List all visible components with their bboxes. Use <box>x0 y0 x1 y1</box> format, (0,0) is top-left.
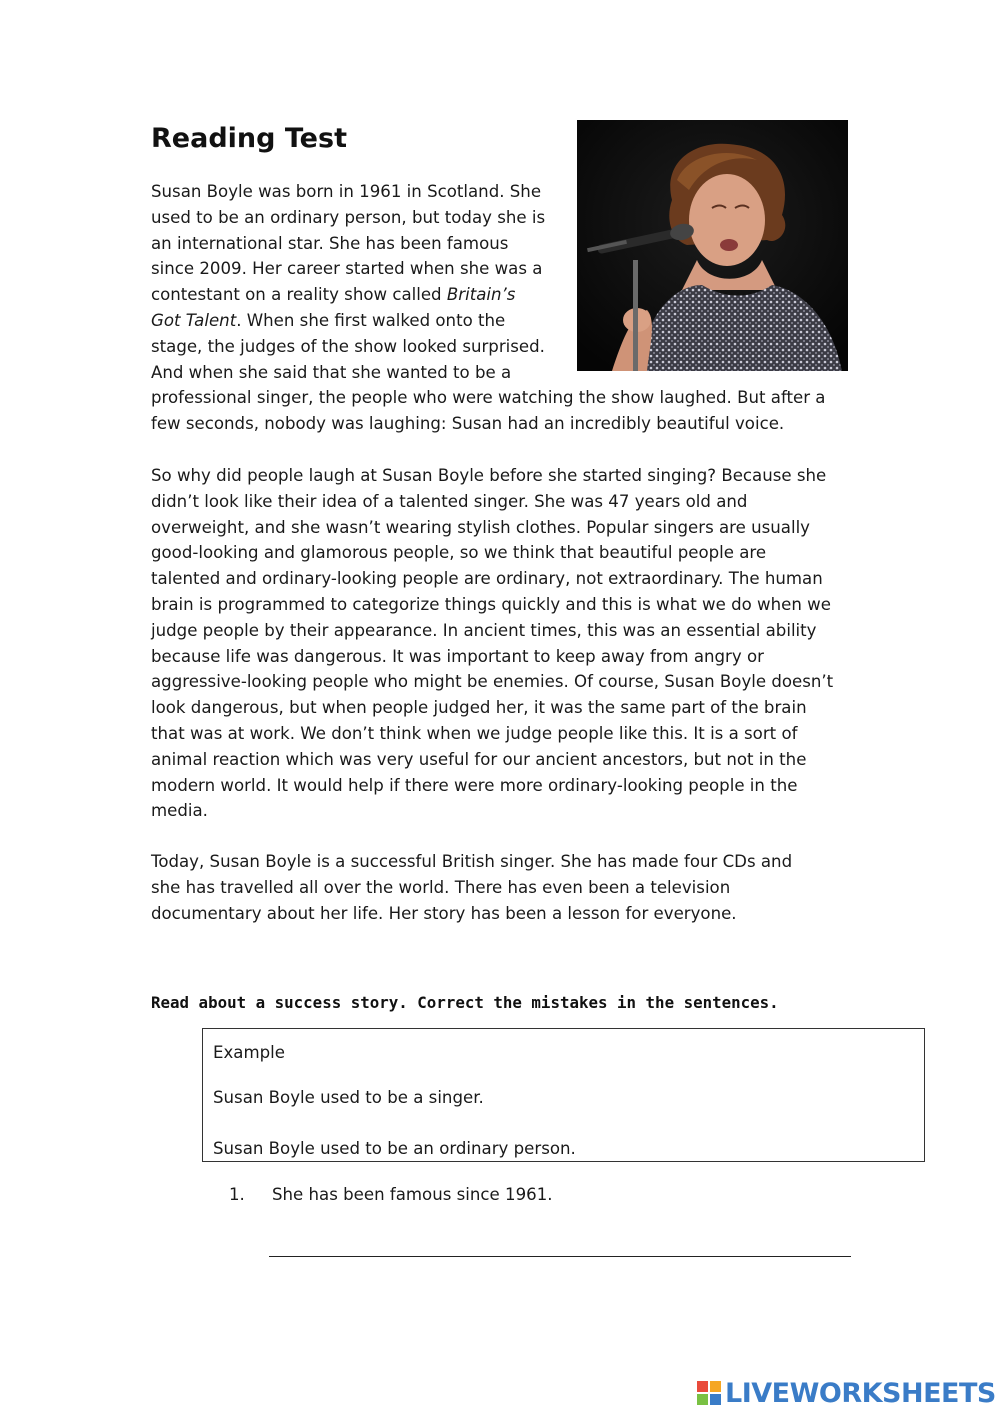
passage-line <box>151 282 846 308</box>
logo-block <box>710 1394 721 1405</box>
answer-input-line[interactable] <box>269 1256 851 1257</box>
passage-line: didn’t look like their idea of a talented singer. She was 47 years old and <box>151 491 748 511</box>
passage-line: used to be an ordinary person, but today she is <box>151 207 546 227</box>
passage-line: good-looking and glamorous people, so we think that beautiful people are <box>151 543 767 563</box>
passage-paragraph-3 <box>151 849 846 926</box>
liveworksheets-logo <box>697 1376 996 1410</box>
passage-line: because life was dangerous. It was important to keep away from angry or <box>151 646 764 666</box>
passage-line: modern world. It would help if there were more ordinary-looking people in the <box>151 775 798 795</box>
passage-line: professional singer, the people who were watching the show laughed. But after a <box>151 388 826 408</box>
passage-line: she has travelled all over the world. There has even been a television <box>151 877 731 897</box>
passage-line: brain is programmed to categorize things quickly and this is what we do when we <box>151 594 831 614</box>
logo-block <box>697 1381 708 1392</box>
passage-line: stage, the judges of the show looked surprised. <box>151 336 545 356</box>
passage-paragraph-2 <box>151 463 846 824</box>
passage-line: media. <box>151 801 208 821</box>
passage-line: judge people by their appearance. In ancient times, this was an essential ability <box>151 620 817 640</box>
passage-line <box>151 308 846 334</box>
passage-line: look dangerous, but when people judged her, it was the same part of the brain <box>151 698 807 718</box>
passage-line: overweight, and she wasn’t wearing stylish clothes. Popular singers are usually <box>151 517 810 537</box>
passage-line: aggressive-looking people who might be enemies. Of course, Susan Boyle doesn’t <box>151 672 834 692</box>
logo-text: LIVEWORKSHEETS <box>725 1377 996 1409</box>
passage-line: that was at work. We don’t think when we judge people like this. It is a sort of <box>151 723 798 743</box>
page-title: Reading Test <box>151 123 347 154</box>
passage-line: since 2009. Her career started when she was a <box>151 259 543 279</box>
example-wrong-sentence: Susan Boyle used to be a singer. <box>213 1088 484 1107</box>
exercise-instruction: Read about a success story. Correct the mistakes in the sentences. <box>151 993 779 1012</box>
example-correct-sentence: Susan Boyle used to be an ordinary person. <box>213 1139 576 1158</box>
passage-line: So why did people laugh at Susan Boyle before she started singing? Because she <box>151 466 827 485</box>
logo-block <box>697 1394 708 1405</box>
passage-line: Today, Susan Boyle is a successful British singer. She has made four CDs and <box>151 852 793 871</box>
passage-line: few seconds, nobody was laughing: Susan had an incredibly beautiful voice. <box>151 414 785 434</box>
passage-line: talented and ordinary-looking people are ordinary, not extraordinary. The human <box>151 569 823 589</box>
question-text: She has been famous since 1961. <box>272 1185 553 1204</box>
text-segment: Britain’s <box>446 285 516 305</box>
passage-paragraph-1 <box>151 179 846 437</box>
passage-line: animal reaction which was very useful for our ancient ancestors, but not in the <box>151 749 807 769</box>
example-box <box>202 1028 925 1162</box>
passage-line: Susan Boyle was born in 1961 in Scotland. She <box>151 182 542 201</box>
passage-line: an international star. She has been famous <box>151 233 509 253</box>
question-number: 1. <box>229 1185 245 1204</box>
passage-line: documentary about her life. Her story has been a lesson for everyone. <box>151 903 737 923</box>
logo-blocks-icon <box>697 1381 721 1405</box>
logo-block <box>710 1381 721 1392</box>
passage-line: And when she said that she wanted to be a <box>151 362 512 382</box>
text-segment: . When she first walked onto the <box>236 310 506 330</box>
example-heading: Example <box>213 1043 285 1062</box>
text-segment: Got Talent <box>151 310 237 330</box>
text-segment: contestant on a reality show called <box>151 285 447 305</box>
